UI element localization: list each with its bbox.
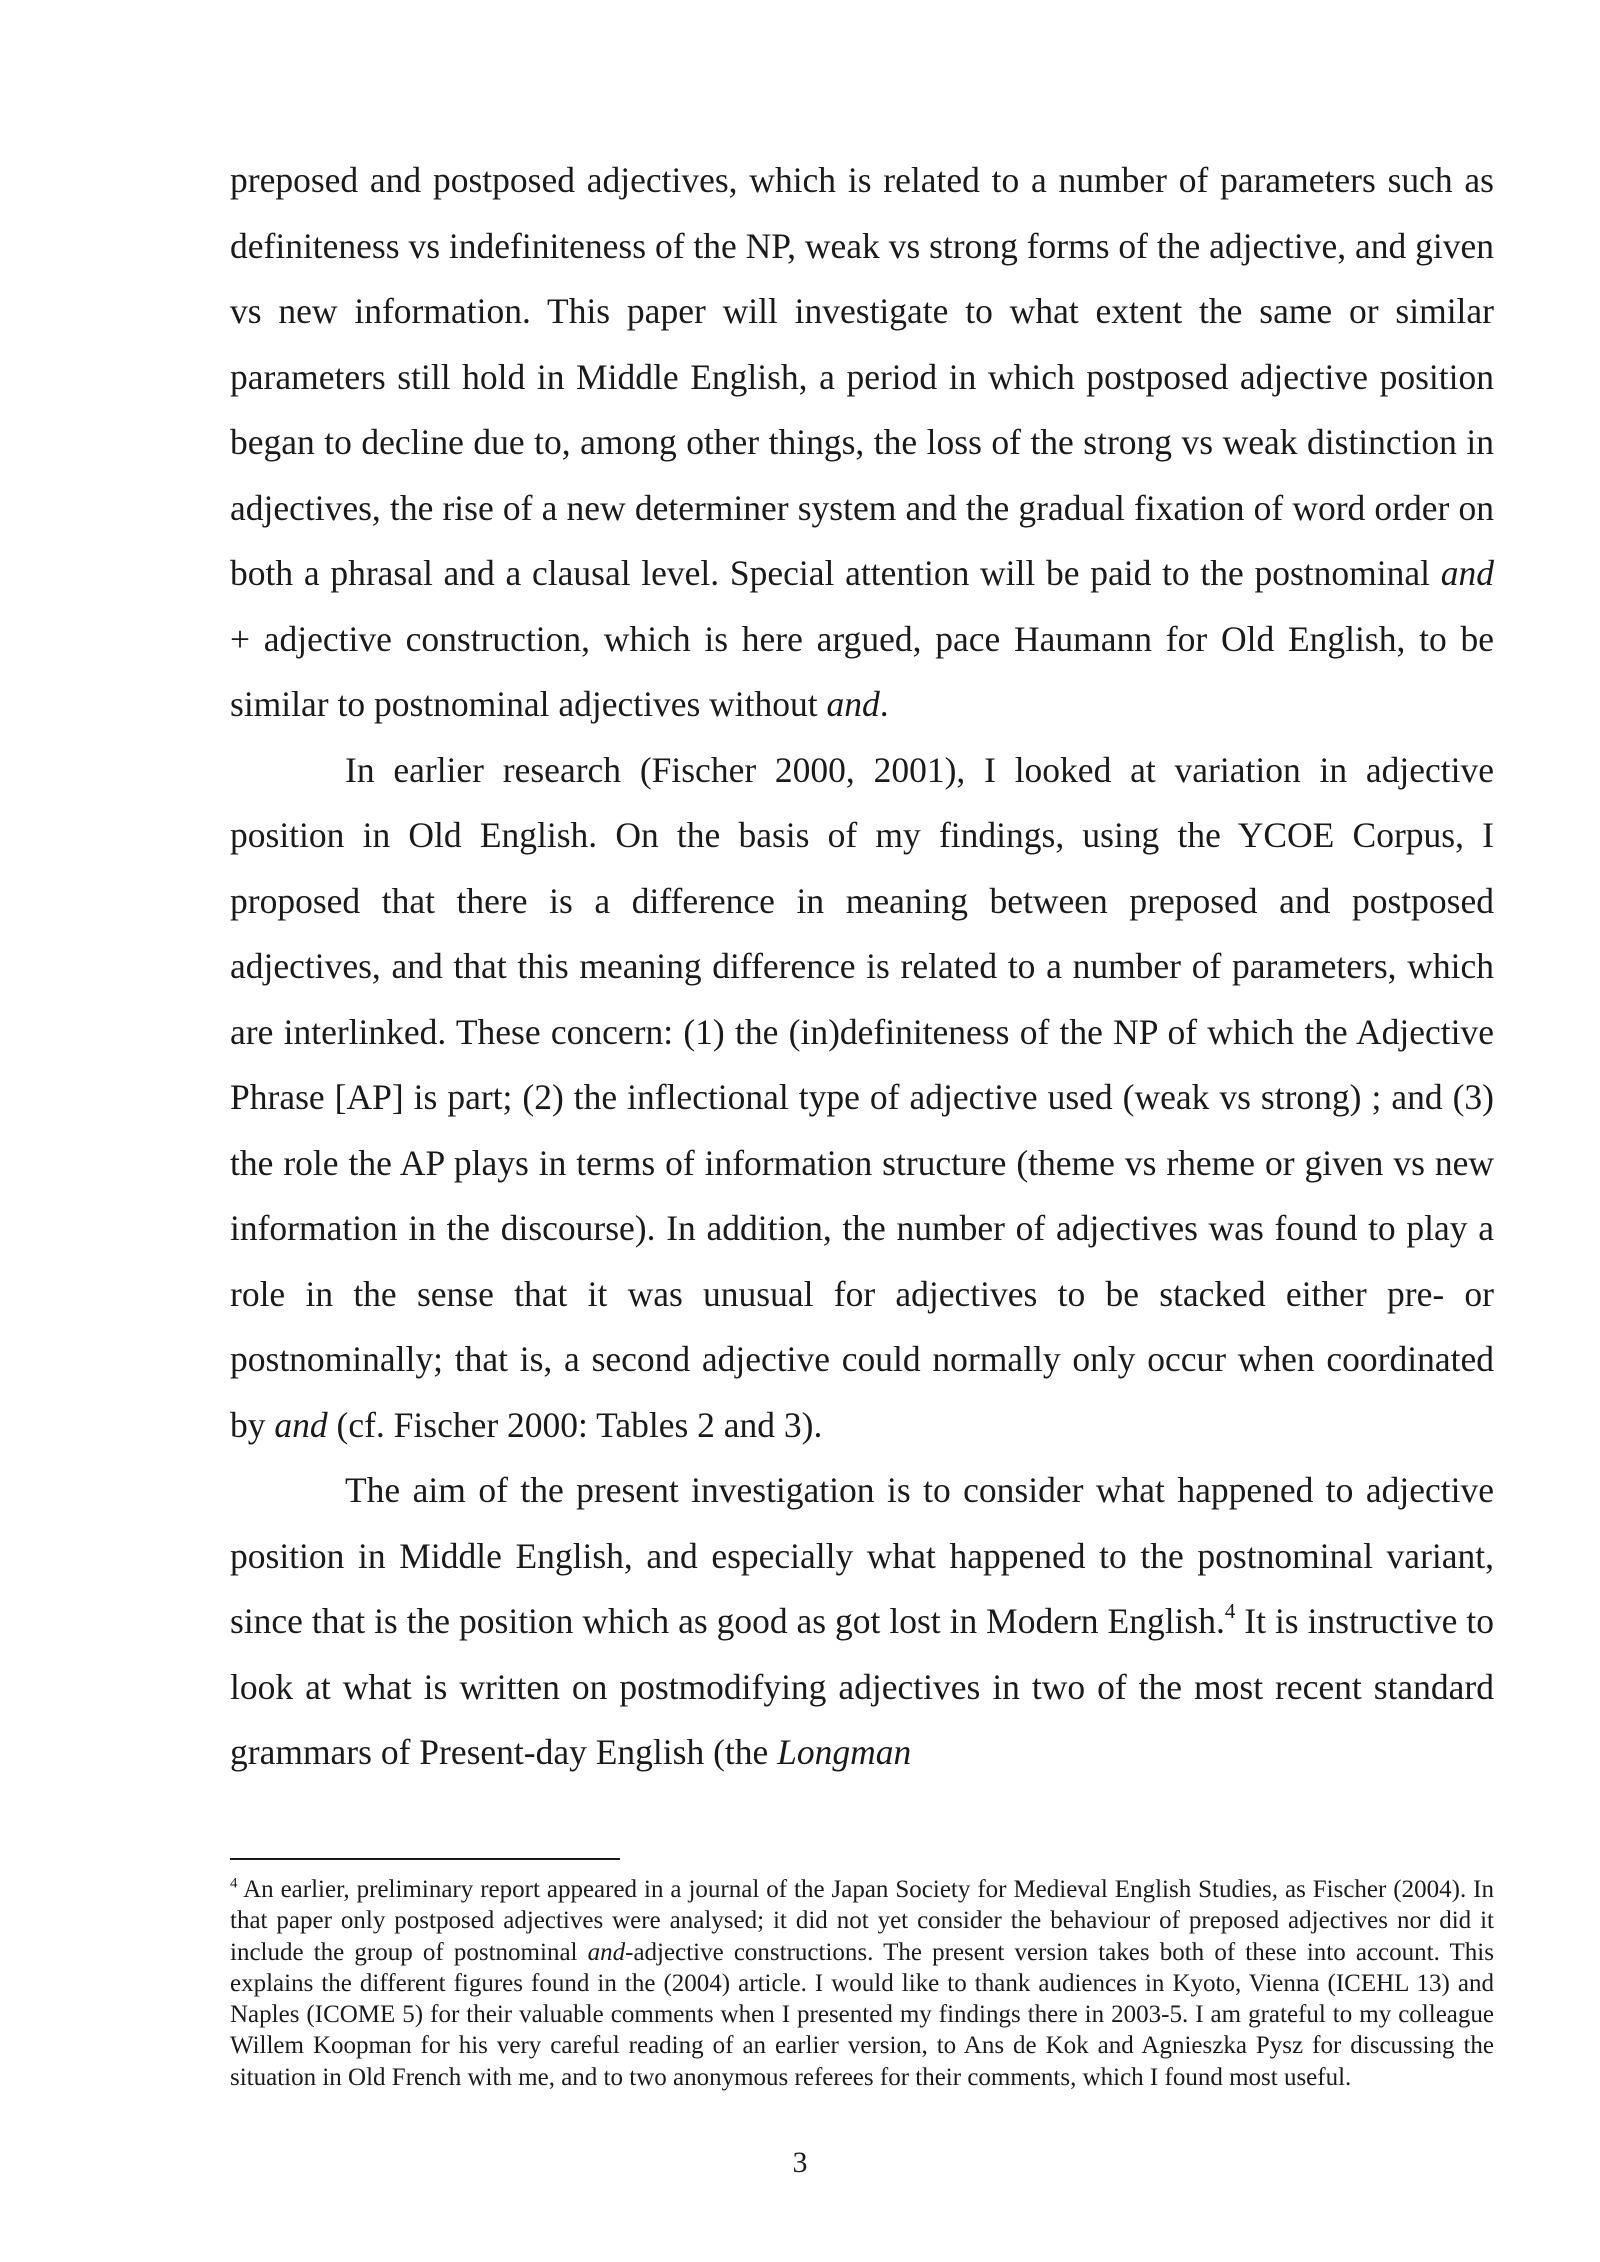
paragraph-3: [230, 1458, 1494, 1786]
footnote-text: An earlier, preliminary report appeared in a journal of the Japan Society for Medieval English Studies, as Fischer (2004). In that paper only postposed adjectives were analysed; it did not yet consider the behaviour of preposed adjectives nor did it include the group of postnominal: [230, 1876, 1494, 1966]
paragraph-2: [230, 738, 1494, 1459]
italic-word: Longman: [777, 1732, 912, 1772]
paragraph-text: .: [879, 684, 889, 724]
italic-word: and: [274, 1404, 328, 1445]
paragraph-text: + adjective construction, which is here argued, pace Haumann for Old English, to be similar to postnominal adjectives without: [230, 618, 1494, 724]
paragraph-text: (cf. Fischer 2000: Tables 2 and 3).: [327, 1404, 823, 1445]
italic-word: and: [587, 1938, 626, 1966]
body-text: [230, 148, 1494, 1786]
footnote-reference[interactable]: 4: [1224, 1599, 1236, 1624]
footnote: [230, 1874, 1494, 2093]
paragraph-text: In earlier research (Fischer 2000, 2001), I looked at variation in adjective position in Old English. On the basis of my findings, using the YCOE Corpus, I proposed that there is a difference in meaning between preposed and postposed adjectives, and that this meaning difference is related to a number of parameters, which are interlinked. These concern: (1) the (in)definiteness of the NP of which the Adjective Phrase [AP] is part; (2) the inflectional type of adjective used (weak vs strong) ; and (3) the role the AP plays in terms of information structure (theme vs rheme or given vs new information in the discourse). In addition, the number of adjectives was found to play a role in the sense that it was unusual for adjectives to be stacked either pre- or postnominally; that is, a second adjective could normally only occur when coordinated by: [230, 749, 1494, 1445]
italic-word: and: [826, 684, 880, 724]
paragraph-text: It is instructive to look at what is written on postmodifying adjectives in two of the most recent standard grammars of Present-day English (the: [230, 1601, 1494, 1772]
italic-word: and: [1440, 553, 1494, 593]
paragraph-1: [230, 148, 1494, 738]
paragraph-text: preposed and postposed adjectives, which is related to a number of parameters such as definiteness vs indefiniteness of the NP, weak vs strong forms of the adjective, and given vs new information. This paper will investigate to what extent the same or similar parameters still hold in Middle English, a period in which postposed adjective position began to decline due to, among other things, the loss of the strong vs weak distinction in adjectives, the rise of a new determiner system and the gradual fixation of word order on both a phrasal and a clausal level. Special attention will be paid to the postnominal: [230, 160, 1494, 593]
footnote-separator: [230, 1858, 620, 1860]
footnote-text: -adjective constructions. The present version takes both of these into account. This explains the different figures found in the (2004) article. I would like to thank audiences in Kyoto, Vienna (ICEHL 13) and Naples (ICOME 5) for their valuable comments when I presented my findings there in 2003-5. I am grateful to my colleague Willem Koopman for his very careful reading of an earlier version, to Ans de Kok and Agnieszka Pysz for discussing the situation in Old French with me, and to two anonymous referees for their comments, which I found most useful.: [230, 1938, 1494, 2091]
footnote-marker: 4: [230, 1875, 238, 1892]
paragraph-text: The aim of the present investigation is to consider what happened to adjective position in Middle English, and especially what happened to the postnominal variant, since that is the position which as good as got lost in Modern English.: [230, 1470, 1494, 1641]
page-number: 3: [792, 2146, 808, 2179]
